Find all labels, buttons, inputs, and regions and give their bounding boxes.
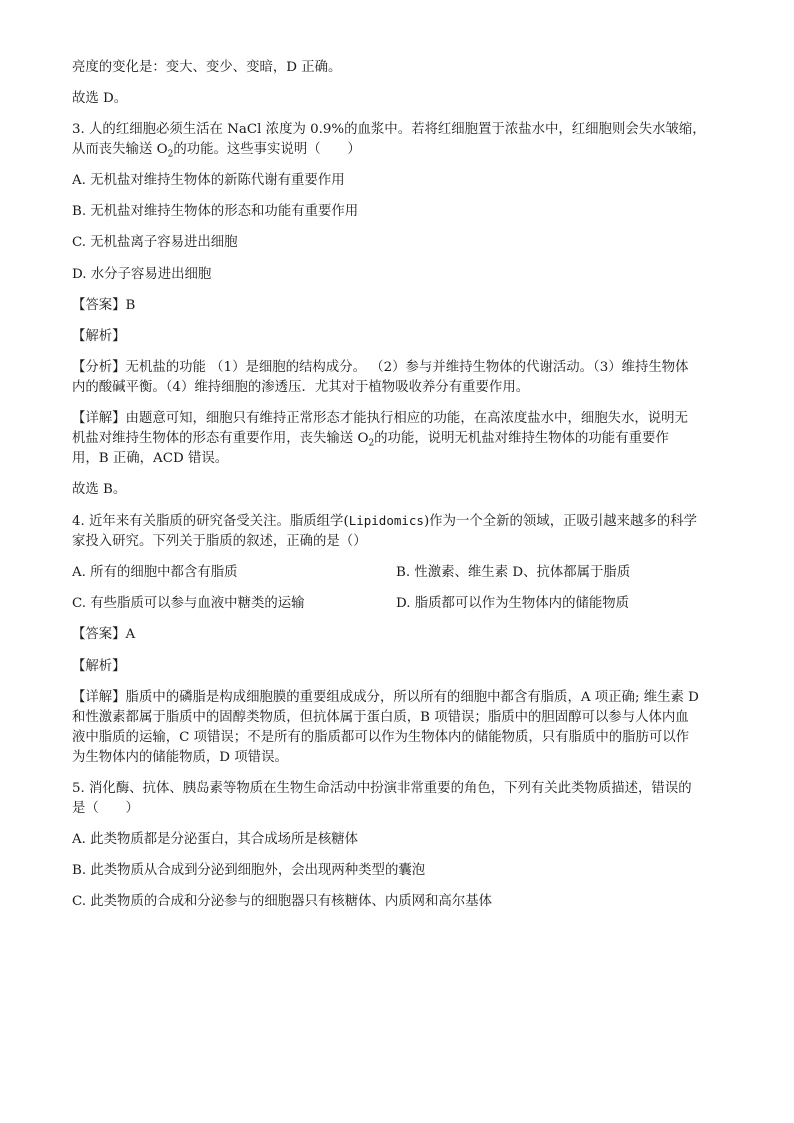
options-row-2: [72, 594, 724, 614]
detail-text: 【详解】脂质中的磷脂是构成细胞膜的重要组成成分，所以所有的细胞中都含有脂质，A 项正确; 维生素 D: [72, 689, 699, 705]
document-page: [72, 58, 724, 923]
question-4-stem-cont: 家投入研究。下列关于脂质的叙述，正确的是（）: [72, 534, 367, 550]
question-5-stem: 5. 消化酶、抗体、胰岛素等物质在生物生命活动中扮演非常重要的角色，下列有关此类物质描述，错误的: [72, 780, 692, 796]
options-row-1: [72, 563, 724, 583]
conclusion-text: 故选 B。: [72, 482, 127, 498]
option-b: B. 性激素、维生素 D、抗体都属于脂质: [396, 565, 631, 581]
text-line: 亮度的变化是：变大、变少、变暗，D 正确。: [72, 60, 342, 75]
explanation-label: 【解析】: [72, 658, 126, 674]
option-c: C. 有些脂质可以参与血液中糖类的运输: [72, 596, 305, 612]
detail-text-end: 用，B 正确，ACD 错误。: [72, 450, 229, 466]
option-c: C. 此类物质的合成和分泌参与的细胞器只有核糖体、内质网和高尔基体: [72, 893, 492, 909]
question-4-stem: 4. 近年来有关脂质的研究备受关注。脂质组学(Lipidomics)作为一个全新的领域，正吸引越来越多的科学: [72, 513, 697, 530]
answer-label: 【答案】B: [72, 297, 136, 313]
option-d: D. 脂质都可以作为生物体内的储能物质: [396, 596, 630, 612]
analysis-text-cont: 内的酸碱平衡。（4）维持细胞的渗透压．尤其对于植物吸收养分有重要作用。: [72, 379, 530, 395]
option-b: B. 此类物质从合成到分泌到细胞外，会出现两种类型的囊泡: [72, 862, 426, 878]
analysis-text: 【分析】无机盐的功能 （1）是细胞的结构成分。 （2）参与并维持生物体的代谢活动。（3）维持生物体: [72, 359, 689, 375]
option-a: A. 所有的细胞中都含有脂质: [72, 565, 238, 581]
question-3-stem-cont: 从而丧失输送 $O_2$的功能。这些事实说明（ ）: [72, 142, 361, 160]
option-c: C. 无机盐离子容易进出细胞: [72, 235, 238, 251]
explanation-label: 【解析】: [72, 328, 126, 344]
detail-text-cont: 液中脂质的运输，C 项错误；不是所有的脂质都可以作为生物体内的储能物质，只有脂质中的脂肪可以作: [72, 729, 690, 745]
option-b: B. 无机盐对维持生物体的形态和功能有重要作用: [72, 204, 359, 220]
option-d: D. 水分子容易进出细胞: [72, 266, 212, 282]
option-a: A. 无机盐对维持生物体的新陈代谢有重要作用: [72, 173, 345, 189]
detail-text-cont: 机盐对维持生物体的形态有重要作用，丧失输送 $O_2$的功能，说明无机盐对维持生物体的功能有重要作: [72, 430, 669, 449]
detail-text: 【详解】由题意可知，细胞只有维持正常形态才能执行相应的功能，在高浓度盐水中，细胞失水，说明无: [72, 410, 688, 426]
detail-text-end: 为生物体内的储能物质，D 项错误。: [72, 749, 288, 765]
text-line: 故选 D。: [72, 91, 128, 107]
option-a: A. 此类物质都是分泌蛋白，其合成场所是核糖体: [72, 831, 358, 847]
answer-label: 【答案】A: [72, 627, 136, 643]
question-3-stem: 3. 人的红细胞必须生活在 NaCl 浓度为 0.9%的血浆中。若将红细胞置于浓盐水中，红细胞则会失水皱缩，: [72, 122, 706, 138]
detail-text-cont: 和性激素都属于脂质中的固醇类物质，但抗体属于蛋白质，B 项错误；脂质中的胆固醇可以参与人体内血: [72, 709, 689, 725]
question-5-stem-cont: 是（ ）: [72, 800, 139, 816]
